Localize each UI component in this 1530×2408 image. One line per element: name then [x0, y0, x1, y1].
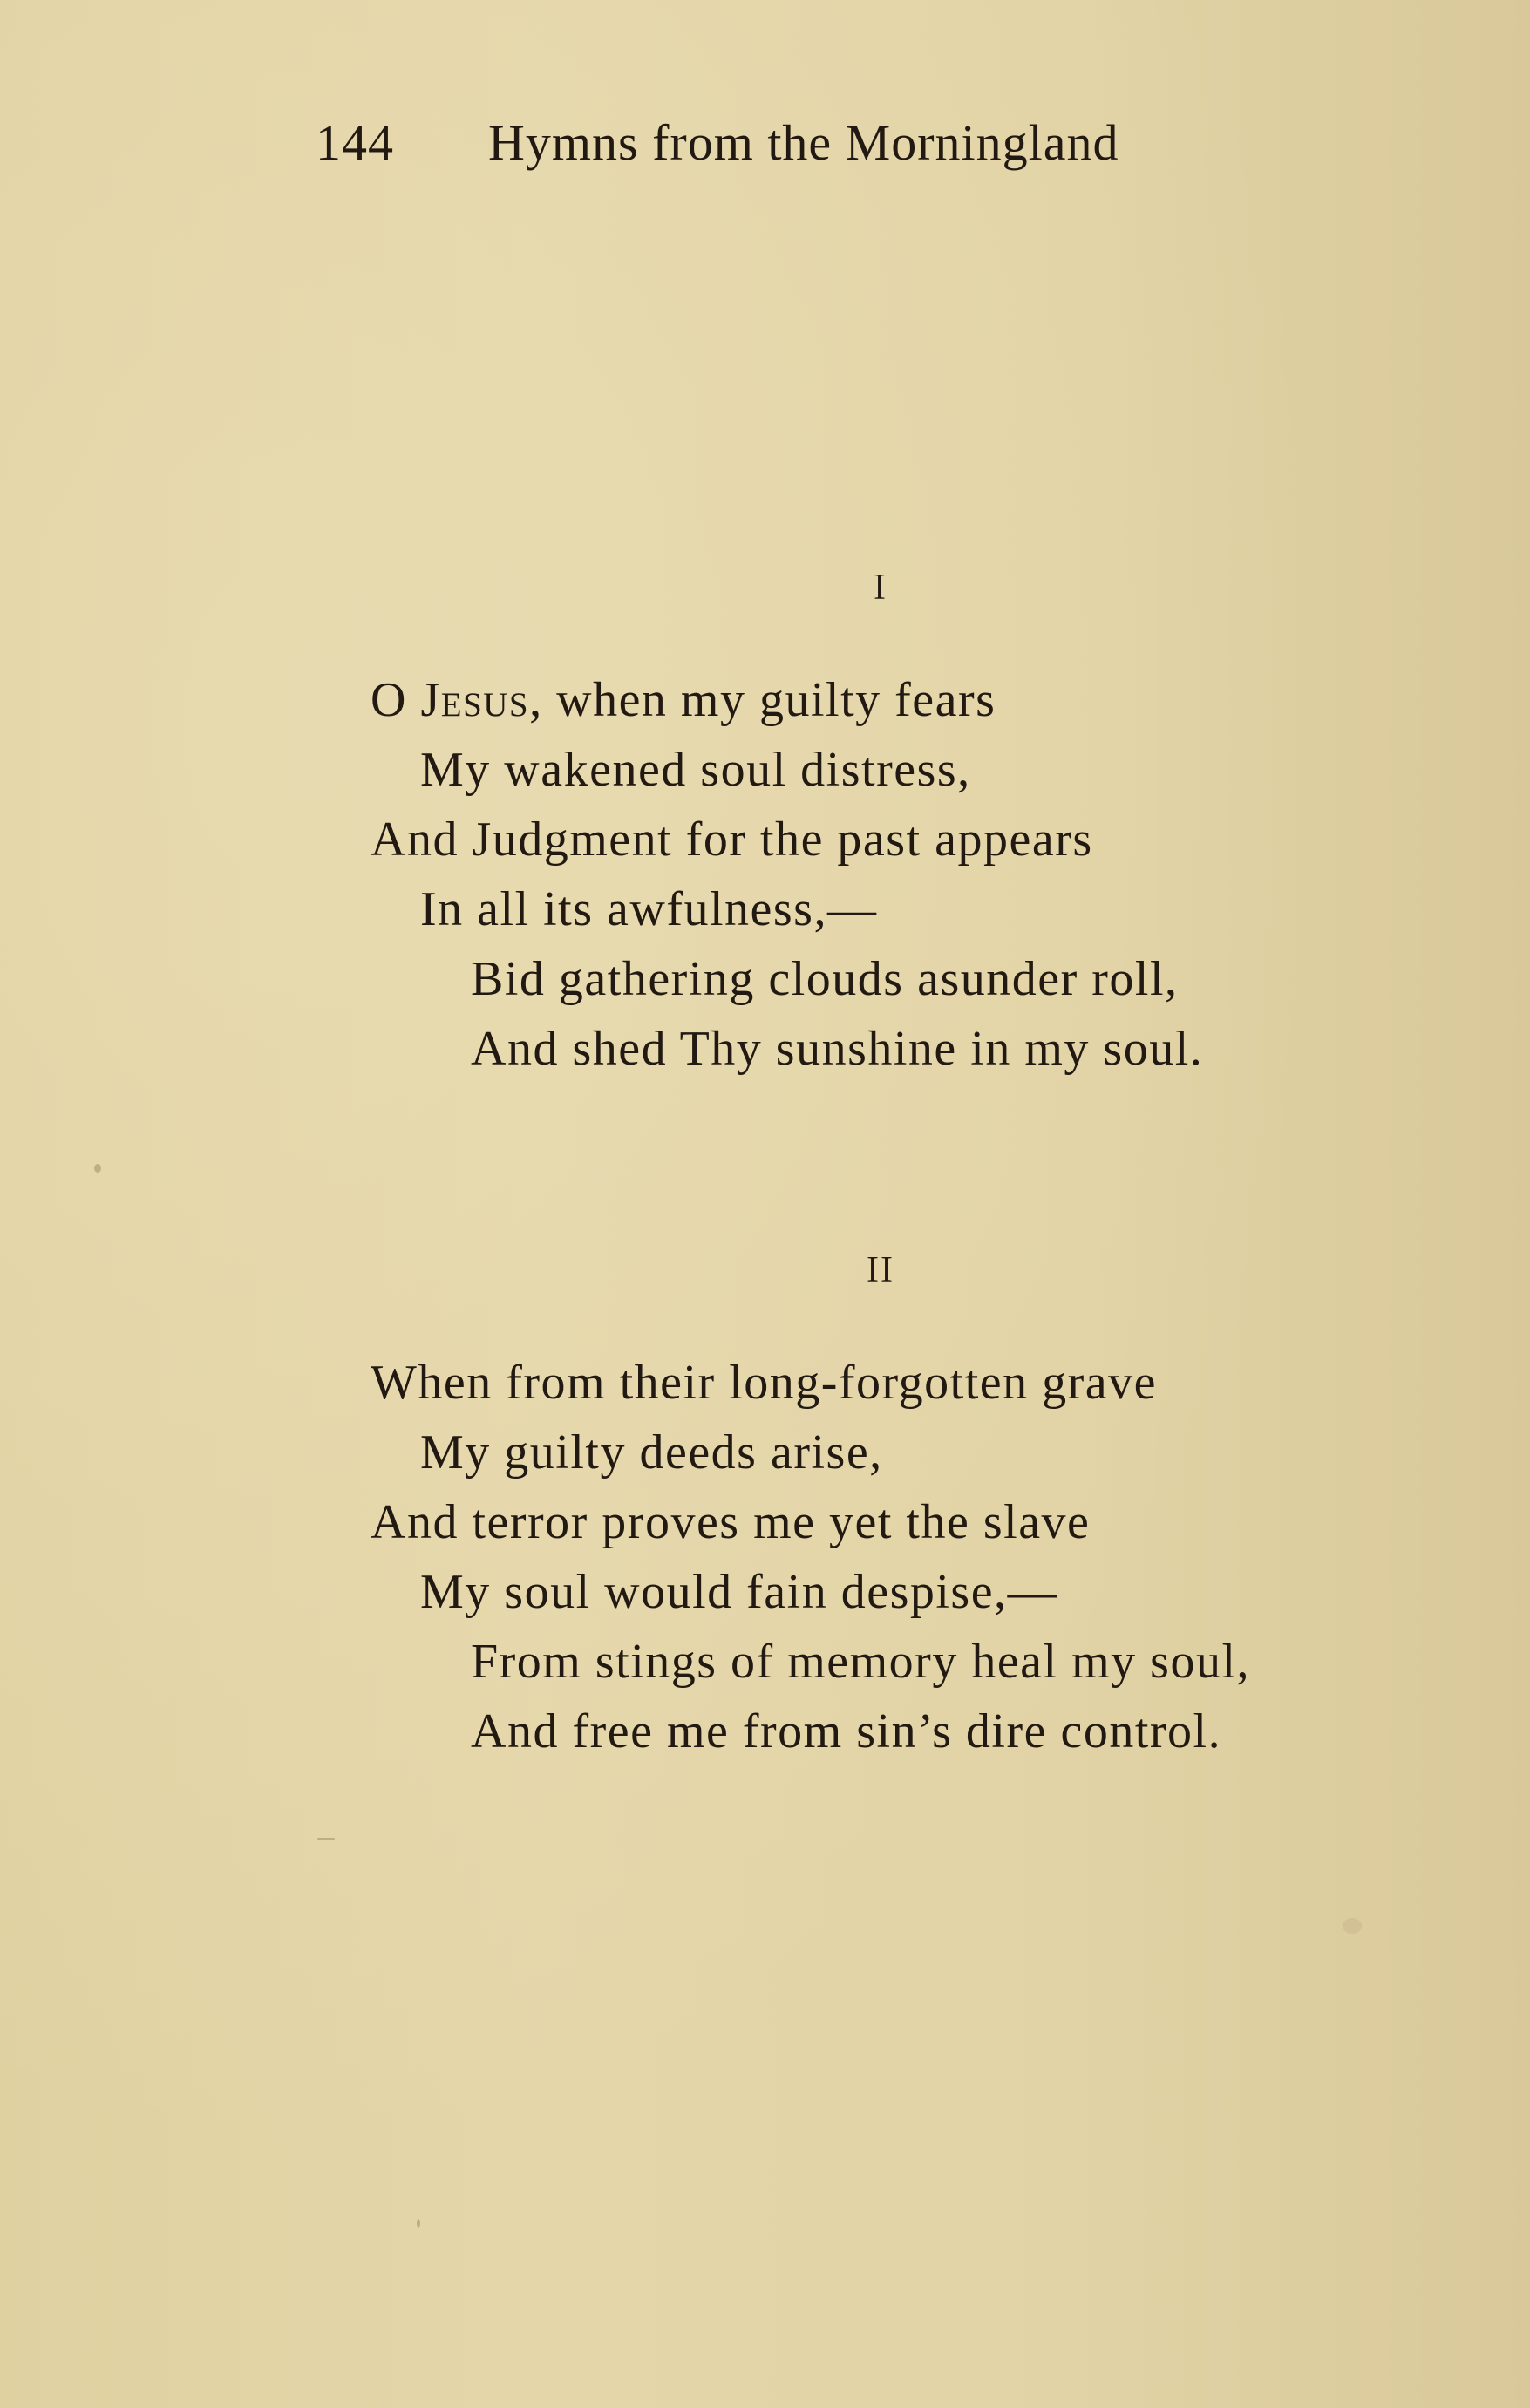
stanza-line: [371, 665, 1203, 735]
stanza-number-1: I: [874, 568, 887, 608]
stanza-line: When from their long-forgotten grave: [371, 1356, 1158, 1410]
running-title: Hymns from the Morningland: [488, 114, 1119, 171]
paper-speck: [94, 1164, 101, 1173]
stanza-line: And Judgment for the past appears: [371, 813, 1093, 867]
smallcaps-name: Jesus: [420, 673, 530, 727]
paper-speck: [317, 1838, 335, 1840]
stanza-line: Bid gathering clouds asunder roll,: [471, 952, 1179, 1006]
stanza-line: In all its awfulness,—: [420, 882, 878, 936]
stanza-2: [371, 1348, 1250, 1766]
paper-speck: [417, 2219, 420, 2228]
paper-speck: [1343, 1918, 1362, 1934]
stanza-line: From stings of memory heal my soul,: [471, 1635, 1251, 1689]
opening-word: O: [371, 673, 407, 727]
stanza-line: My wakened soul distress,: [420, 743, 971, 797]
stanza-line: My guilty deeds arise,: [420, 1425, 883, 1479]
stanza-1: [371, 665, 1203, 1084]
line-remainder: , when my guilty fears: [529, 673, 996, 727]
stanza-line: And free me from sin’s dire control.: [471, 1704, 1222, 1758]
stanza-line: My soul would fain despise,—: [420, 1565, 1058, 1619]
stanza-line: And terror proves me yet the slave: [371, 1495, 1091, 1549]
stanza-number-2: II: [867, 1250, 894, 1290]
running-header: [316, 113, 1119, 172]
stanza-line: And shed Thy sunshine in my soul.: [471, 1022, 1204, 1076]
page-number: 144: [316, 114, 394, 171]
